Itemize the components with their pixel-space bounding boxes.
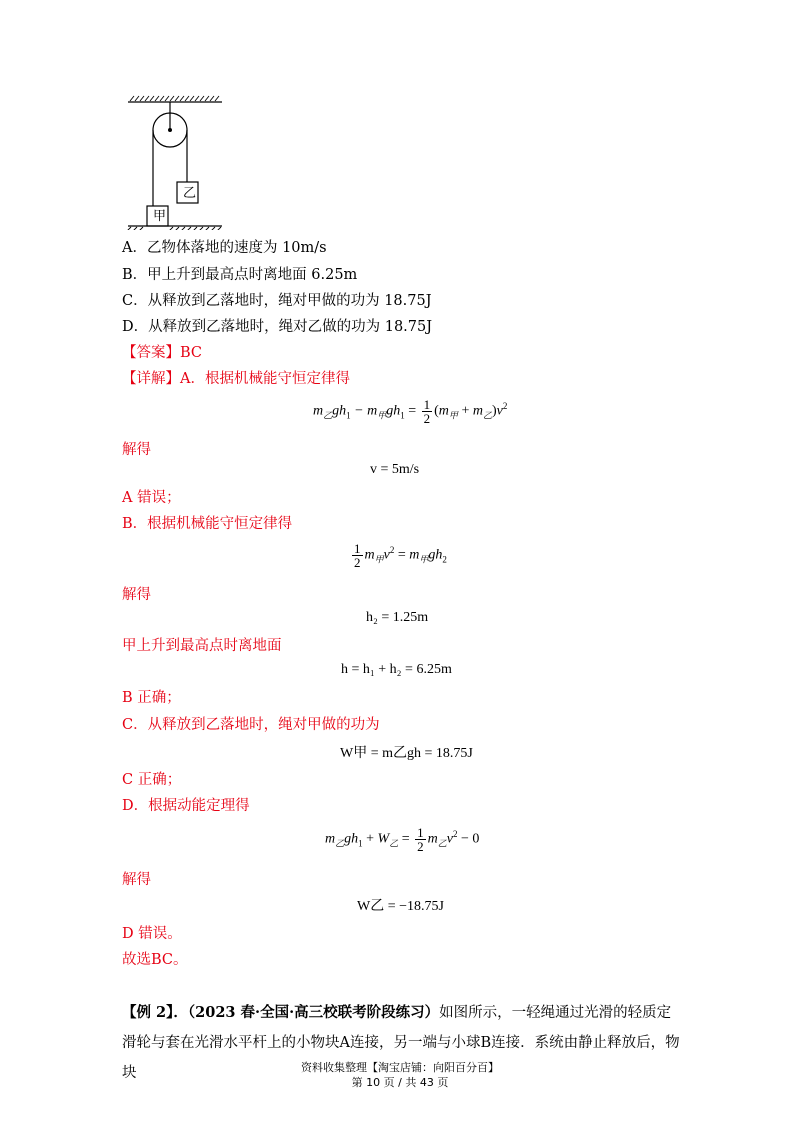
answer: 【答案】BC — [122, 345, 203, 361]
option-a: A．乙物体落地的速度为 10m/s — [122, 240, 327, 256]
figure-label-jia: 甲 — [152, 209, 166, 224]
a-wrong: A 错误； — [122, 490, 181, 506]
example-2-tag: 【例 2】．（2023 春·全国·高三校联考阶段练习） — [122, 1004, 440, 1021]
equation-h: h = h₁ + h₂ = 6.25m — [341, 662, 452, 677]
solve-label-3: 解得 — [122, 872, 151, 888]
equation-kinetic-energy: $m_乙gh_1 + W_乙$ = $\frac{1}{2}$ $m_乙v^2 - 0$ — [325, 825, 480, 854]
example-2-text: 如图所示，一轻绳通过光滑的轻质定滑轮与套在光滑水平杆上的小物块A连接，另一端与小球B连接．系统由静止释放后，物块 — [122, 1005, 680, 1081]
option-c: C．从释放到乙落地时，绳对甲做的功为 18.75J — [122, 293, 432, 309]
b-intro: B．根据机械能守恒定律得 — [122, 516, 293, 532]
footer-page-number: 第 10 页 / 共 43 页 — [351, 1076, 449, 1089]
equation-work-yi: W乙 = −18.75J — [357, 899, 444, 914]
solve-label-2: 解得 — [122, 587, 151, 603]
conclusion: 故选BC。 — [122, 952, 188, 968]
equation-work-jia: W甲 = m乙gh = 18.75J — [340, 746, 473, 761]
detail-a: 【详解】A．根据机械能守恒定律得 — [122, 371, 350, 387]
footer-source: 资料收集整理【淘宝店铺：向阳百分百】 — [301, 1061, 499, 1074]
equation-energy-conservation-a: $m_乙gh_1 - m_甲gh_1$ = $\frac{1}{2}$ $(m_甲 + m_乙)v^2$ — [313, 397, 508, 426]
equation-h2: h₂ = 1.25m — [366, 610, 429, 625]
equation-velocity: v = 5m/s — [370, 462, 420, 477]
b-right: B 正确； — [122, 690, 181, 706]
figure-label-yi: 乙 — [182, 186, 196, 201]
equation-energy-conservation-b: $\frac{1}{2}$ $m_甲v^2 = m_甲gh_2$ — [354, 541, 447, 570]
c-right: C 正确； — [122, 772, 182, 788]
c-intro: C．从释放到乙落地时，绳对甲做的功为 — [122, 717, 380, 733]
d-wrong: D 错误。 — [122, 926, 182, 942]
d-intro: D．根据动能定理得 — [122, 798, 250, 814]
solve-label-1: 解得 — [122, 442, 151, 458]
b-text: 甲上升到最高点时离地面 — [122, 638, 282, 654]
option-b: B．甲上升到最高点时离地面 6.25m — [122, 267, 358, 283]
option-d: D．从释放到乙落地时，绳对乙做的功为 18.75J — [122, 319, 433, 335]
pulley-figure — [125, 95, 235, 230]
